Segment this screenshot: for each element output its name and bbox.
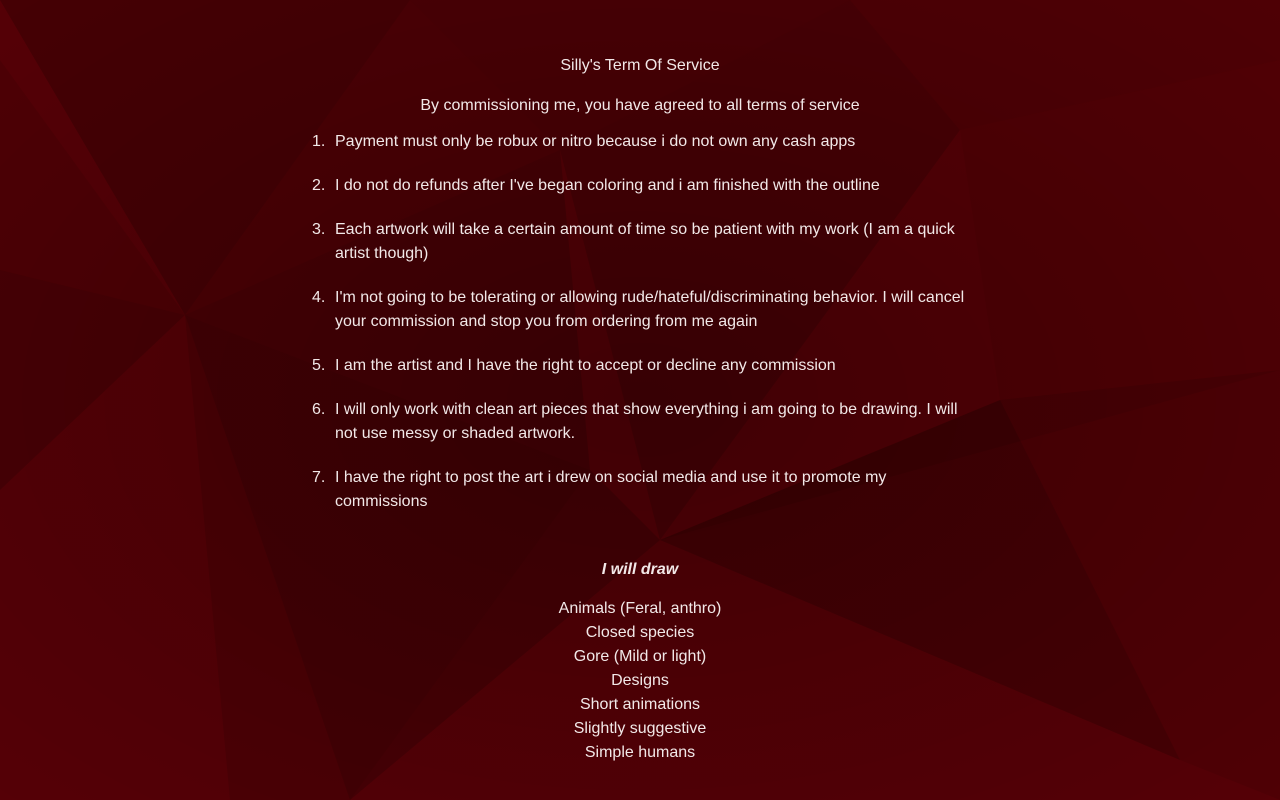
terms-item-text: I do not do refunds after I've began coloring and i am finished with the outline bbox=[335, 177, 880, 194]
terms-item-text: I'm not going to be tolerating or allowing rude/hateful/discriminating behavior. I will cancel your commission and stop you from ordering from me again bbox=[335, 289, 965, 330]
terms-item bbox=[312, 398, 975, 446]
terms-item bbox=[312, 174, 975, 198]
terms-item bbox=[312, 466, 975, 514]
page-subtitle: By commissioning me, you have agreed to all terms of service bbox=[420, 97, 860, 114]
will-draw-item: Closed species bbox=[585, 624, 695, 641]
terms-list bbox=[312, 130, 975, 534]
terms-item-number: 2. bbox=[312, 177, 326, 194]
will-draw-item: Slightly suggestive bbox=[573, 720, 707, 737]
will-draw-item: Short animations bbox=[579, 696, 701, 713]
terms-item bbox=[312, 286, 975, 334]
terms-item-text: Each artwork will take a certain amount of time so be patient with my work (I am a quick artist though) bbox=[335, 221, 955, 262]
terms-item-number: 4. bbox=[312, 289, 326, 306]
will-draw-heading: I will draw bbox=[601, 561, 679, 578]
terms-item-number: 6. bbox=[312, 401, 326, 418]
terms-item-text: I am the artist and I have the right to accept or decline any commission bbox=[335, 357, 836, 374]
terms-item-number: 3. bbox=[312, 221, 326, 238]
terms-item-text: Payment must only be robux or nitro because i do not own any cash apps bbox=[335, 133, 856, 150]
will-draw-list bbox=[0, 597, 1280, 765]
terms-item-text: I will only work with clean art pieces that show everything i am going to be drawing. I will not use messy or shaded artwork. bbox=[335, 401, 958, 442]
terms-item-text: I have the right to post the art i drew on social media and use it to promote my commissions bbox=[335, 469, 887, 510]
will-draw-item: Gore (Mild or light) bbox=[573, 648, 707, 665]
terms-item bbox=[312, 354, 975, 378]
terms-item bbox=[312, 130, 975, 154]
terms-item-number: 5. bbox=[312, 357, 326, 374]
will-draw-item: Animals (Feral, anthro) bbox=[558, 600, 722, 617]
terms-item bbox=[312, 218, 975, 266]
terms-item-number: 7. bbox=[312, 469, 326, 486]
will-draw-item: Designs bbox=[611, 672, 669, 689]
page-title: Silly's Term Of Service bbox=[560, 57, 720, 74]
will-draw-item: Simple humans bbox=[584, 744, 696, 761]
terms-item-number: 1. bbox=[312, 133, 326, 150]
